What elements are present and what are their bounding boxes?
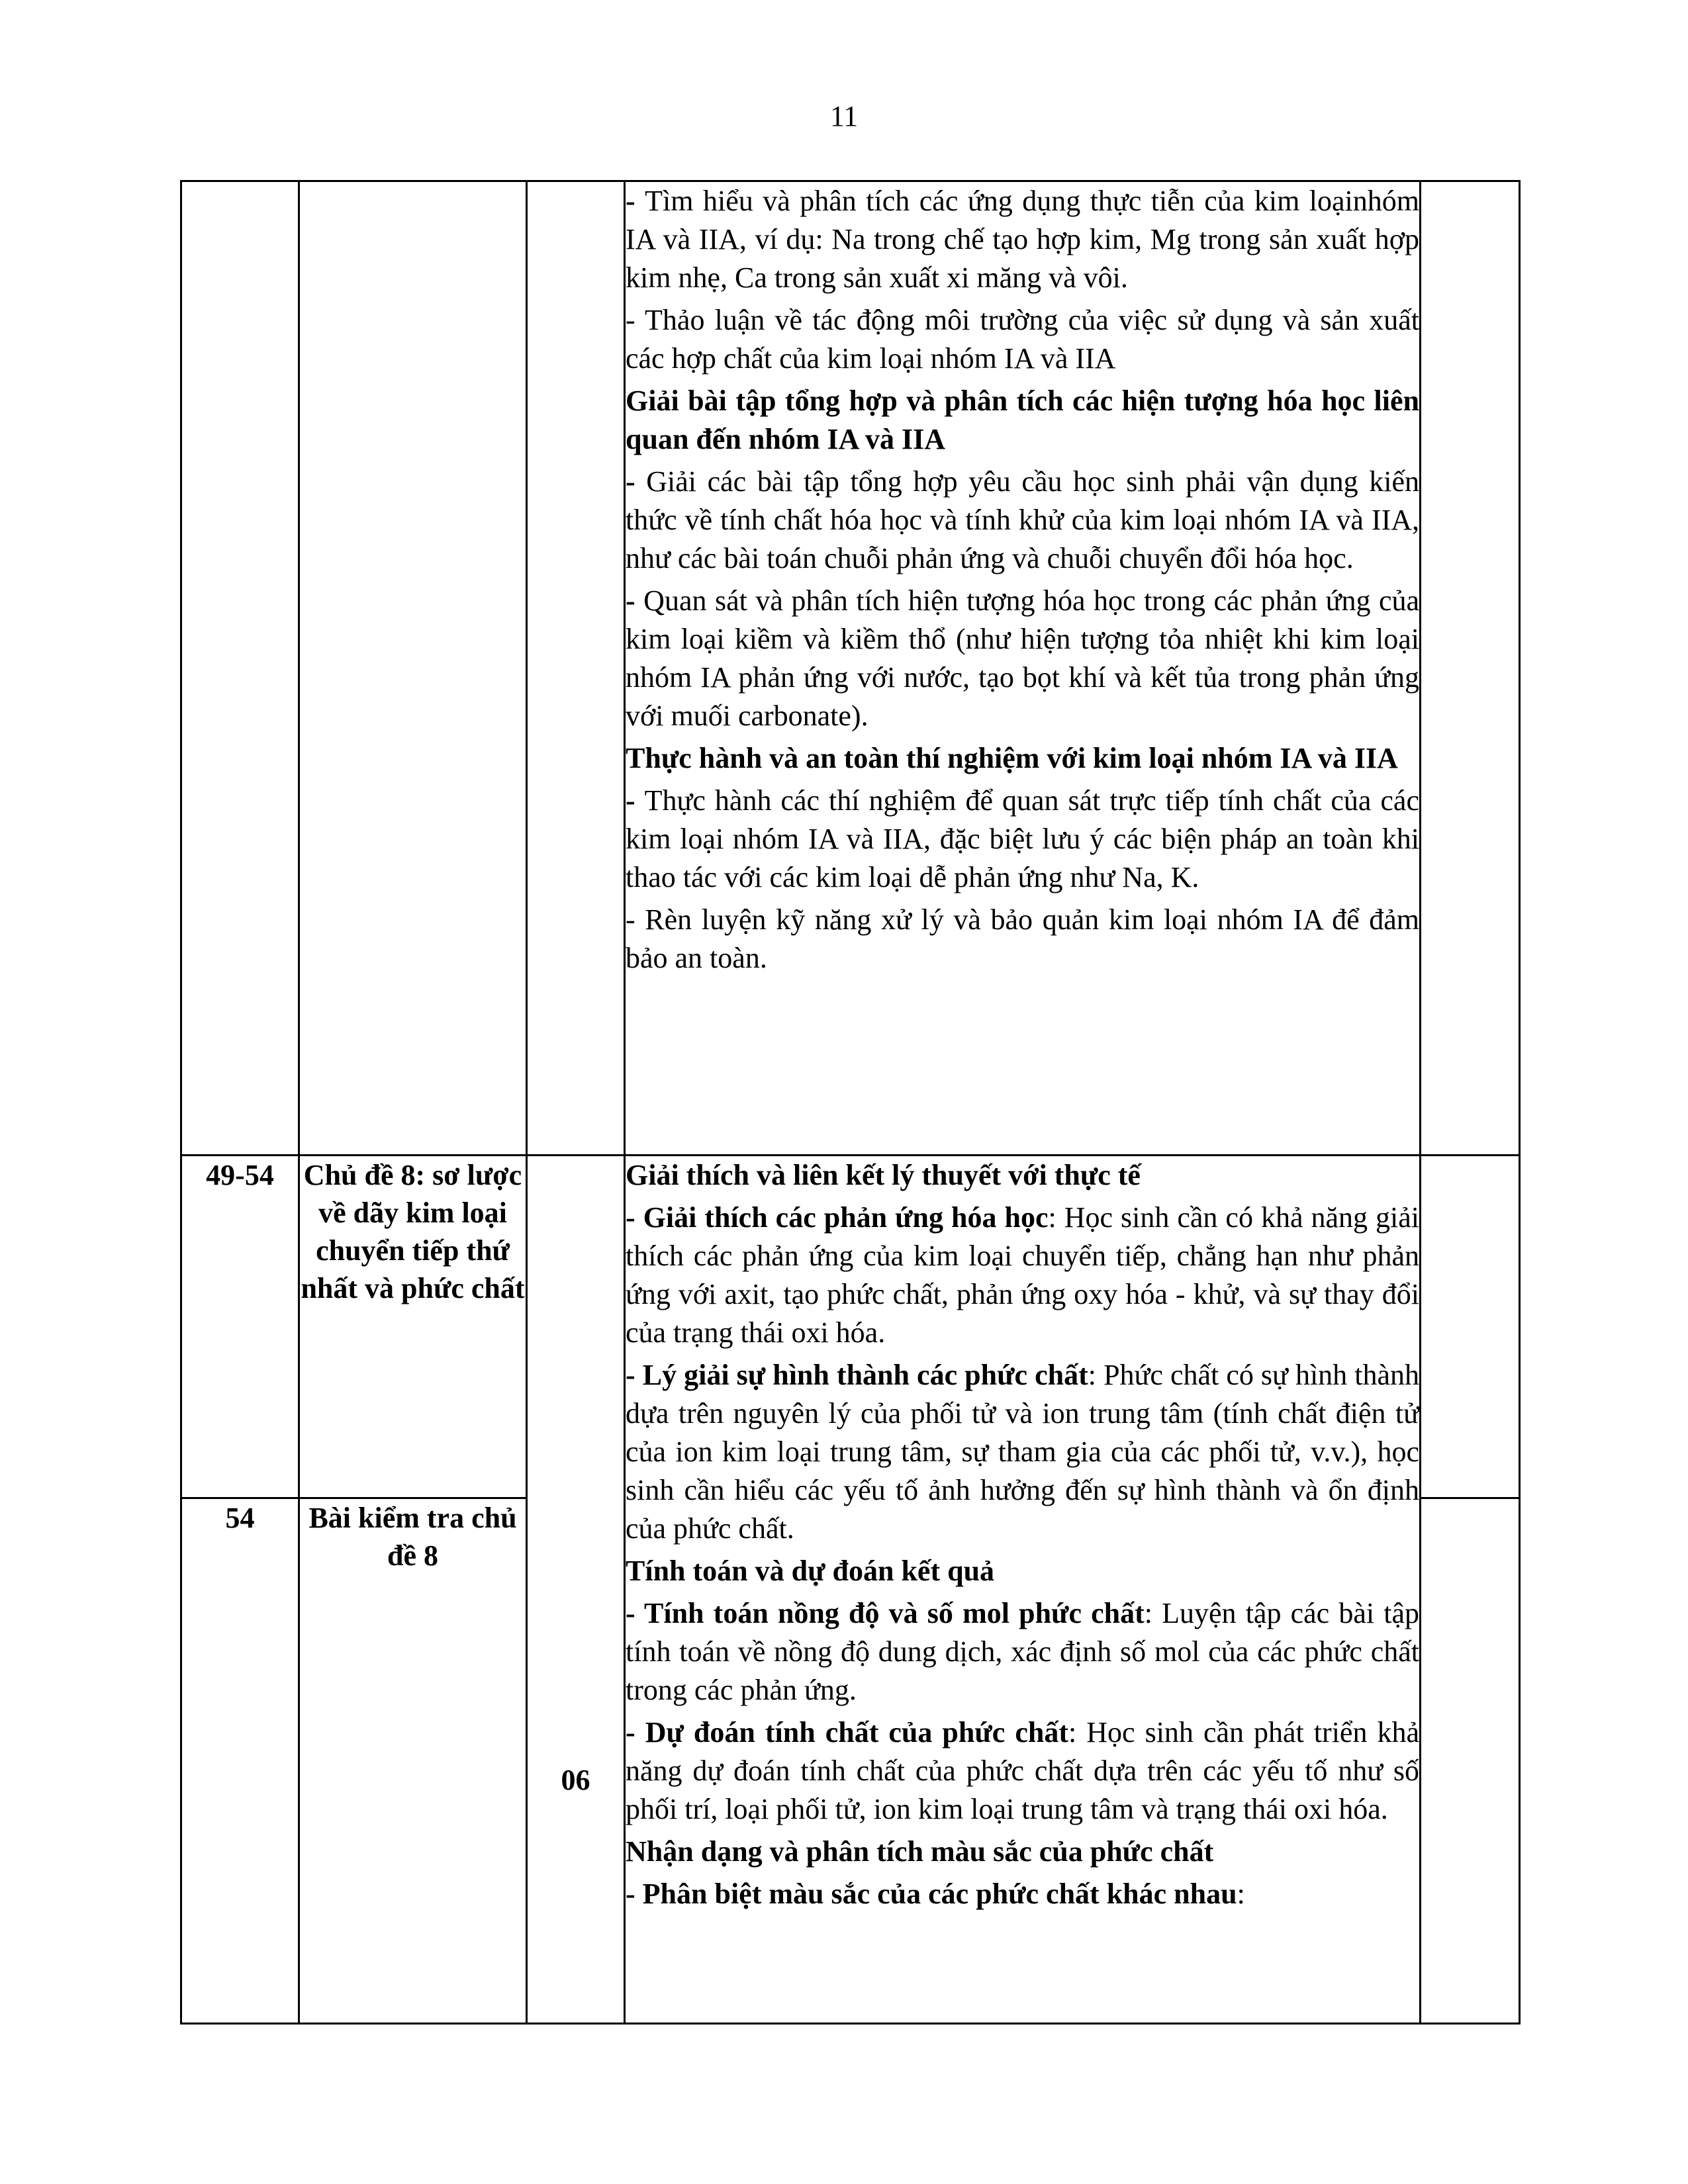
bullet-paragraph [626,782,1419,897]
bold-term: Tính toán nồng độ và số mol phức chất [644,1597,1145,1629]
paragraph-text: Tìm hiểu và phân tích các ứng dụng thực tiễn của kim loạinhóm IA và IIA, ví dụ: Na trong chế tạo hợp kim, Mg trong sản xuất hợp kim nhẹ, Ca trong sản xuất xi măng và vôi. [626,185,1419,294]
hours-value: 06 [561,1764,590,1796]
bullet-paragraph [626,301,1419,378]
bullet-dash: - [626,584,644,617]
bullet-dash: - [626,1597,645,1629]
paragraph-text: : Học sinh cần phát triển khả năng dự đoán tính chất của phức chất dựa trên các yếu tố như số phối trí, loại phối tử, ion kim loại trung tâm và trạng thái oxi hóa. [626,1716,1419,1825]
bullet-dash: - [626,465,647,498]
section-heading: Giải thích và liên kết lý thuyết với thực tế [626,1159,1141,1191]
topic-cell: Chủ đề 8: sơ lược về dãy kim loại chuyển tiếp thứ nhất và phức chất [299,1156,527,1498]
bold-term: Lý giải sự hình thành các phức chất [642,1359,1088,1391]
topic-cell [299,181,527,1156]
paragraph-text: : [1237,1878,1245,1910]
paragraph-text: : Học sinh cần có khả năng giải thích các phản ứng của kim loại chuyển tiếp, chẳng hạn như phản ứng với axit, tạo phức chất, phản ứng oxy hóa - khử, và sự thay đổi của trạng thái oxi hóa. [626,1201,1419,1349]
note-cell [1421,1498,1520,2024]
bullet-paragraph [626,463,1419,578]
section-heading: Tính toán và dự đoán kết quả [626,1555,995,1587]
paragraph-text: Giải các bài tập tổng hợp yêu cầu học sinh phải vận dụng kiến thức về tính chất hóa học và tính khử của kim loại nhóm IA và IIA, như các bài toán chuỗi phản ứng và chuỗi chuyển đổi hóa học. [626,465,1420,574]
page-number: 11 [829,100,859,132]
topic-cell: Bài kiểm tra chủ đề 8 [299,1498,527,2024]
table-row [181,1156,1520,1498]
bullet-paragraph [626,1199,1419,1352]
hours-cell [527,181,625,1156]
bullet-paragraph [626,1875,1419,1913]
period-cell: 54 [181,1498,299,2024]
curriculum-table [180,180,1521,2025]
bullet-dash: - [626,185,645,217]
bold-term: Dự đoán tính chất của phức chất [645,1716,1068,1749]
section-heading: Giải bài tập tổng hợp và phân tích các hiện tượng hóa học liên quan đến nhóm IA và IIA [626,385,1419,455]
bullet-paragraph [626,182,1419,297]
paragraph-text: : Luyện tập các bài tập tính toán về nồng độ dung dịch, xác định số mol của các phức chất trong các phản ứng. [626,1597,1420,1706]
bullet-paragraph [626,901,1419,978]
note-cell [1421,1156,1520,1498]
bullet-dash: - [626,784,645,817]
bullet-paragraph [626,1713,1419,1829]
section-heading: Nhận dạng và phân tích màu sắc của phức chất [626,1835,1214,1868]
bullet-dash: - [626,1716,645,1749]
content-cell [625,1156,1421,2024]
bullet-dash: - [626,1359,643,1391]
bold-term: Giải thích các phản ứng hóa học [643,1201,1049,1234]
bold-term: - Phân biệt màu sắc của các phức chất khác nhau [626,1878,1237,1910]
bullet-paragraph [626,582,1419,735]
paragraph-text: - Thảo luận về tác động môi trường của việc sử dụng và sản xuất các hợp chất của kim loại nhóm IA và IIA [626,304,1419,375]
paragraph-text: Quan sát và phân tích hiện tượng hóa học trong các phản ứng của kim loại kiềm và kiềm thổ (như hiện tượng tỏa nhiệt khi kim loại nhóm IA phản ứng với nước, tạo bọt khí và kết tủa trong phản ứng với muối carbonate). [626,584,1420,732]
section-heading: Thực hành và an toàn thí nghiệm với kim loại nhóm IA và IIA [626,742,1398,774]
note-cell [1421,181,1520,1156]
paragraph-text: Thực hành các thí nghiệm để quan sát trực tiếp tính chất của các kim loại nhóm IA và IIA, đặc biệt lưu ý các biện pháp an toàn khi thao tác với các kim loại dễ phản ứng như Na, K. [626,784,1419,893]
period-cell [181,181,299,1156]
table-row [181,181,1520,1156]
hours-cell [527,1156,625,2024]
bullet-paragraph [626,1356,1419,1548]
paragraph-text: : Phức chất có sự hình thành dựa trên nguyên lý của phối tử và ion trung tâm (tính chất điện tử của ion kim loại trung tâm, sự tham gia của các phối tử, v.v.), học sinh cần hiểu các yếu tố ảnh hưởng đến sự hình thành và ổn định của phức chất. [626,1359,1419,1545]
content-cell [625,181,1421,1156]
bullet-dash: - [626,1201,643,1234]
period-cell: 49-54 [181,1156,299,1498]
paragraph-text: - Rèn luyện kỹ năng xử lý và bảo quản kim loại nhóm IA để đảm bảo an toàn. [626,903,1419,974]
bullet-paragraph [626,1594,1419,1709]
